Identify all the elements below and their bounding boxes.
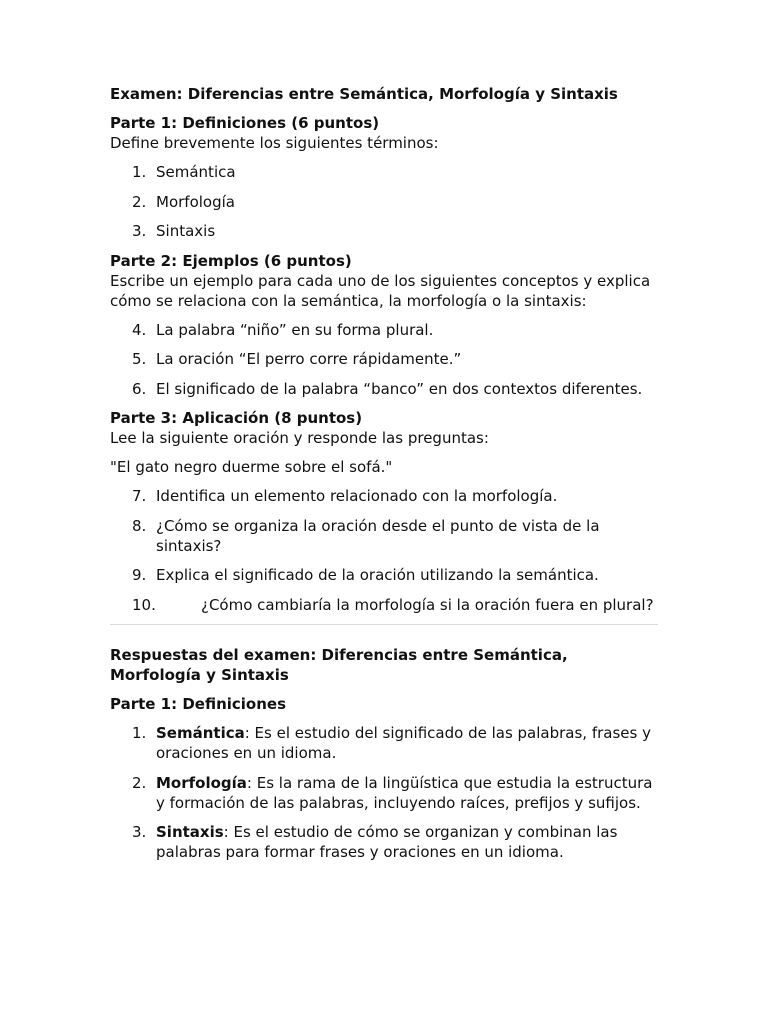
- item-number: 8.: [132, 516, 147, 535]
- answer-definition: : Es la rama de la lingüística que estudia la estructura y formación de las palabras, incluyendo raíces, prefijos y sufijos.: [156, 773, 653, 812]
- list-item: [110, 822, 660, 862]
- item-number: 9.: [132, 566, 147, 584]
- list-item: [110, 162, 660, 182]
- item-number: 6.: [132, 379, 147, 398]
- part-1-heading: Parte 1: Definiciones (6 puntos): [110, 114, 380, 132]
- item-number: 2.: [132, 773, 147, 792]
- answer-text: [156, 773, 660, 813]
- answer-definition: : Es el estudio del significado de las palabras, frases y oraciones en un idioma.: [156, 724, 651, 762]
- part-3-section: [110, 408, 660, 615]
- section-divider: [110, 624, 658, 625]
- exam-title: Examen: Diferencias entre Semántica, Morfología y Sintaxis: [110, 85, 618, 103]
- item-number: 2.: [132, 192, 147, 211]
- list-item: [110, 320, 660, 340]
- item-number: 1.: [132, 163, 147, 181]
- item-text: ¿Cómo se organiza la oración desde el punto de vista de la sintaxis?: [156, 516, 600, 555]
- document-content: [110, 84, 660, 872]
- list-item: [110, 349, 660, 369]
- part-1-section: [110, 113, 660, 241]
- item-text: La oración “El perro corre rápidamente.”: [156, 350, 462, 368]
- part-2-intro: Escribe un ejemplo para cada uno de los siguientes conceptos y explica cómo se relaciona con la semántica, la morfología o la sintaxis:: [110, 271, 651, 310]
- item-number: 7.: [132, 487, 147, 505]
- answer-text: [156, 822, 660, 862]
- item-text: Semántica: [156, 163, 236, 181]
- item-number: 3.: [132, 823, 147, 841]
- list-item: [110, 723, 660, 763]
- answer-term: Morfología: [156, 773, 247, 792]
- answer-text: [156, 723, 660, 763]
- part-2-heading: Parte 2: Ejemplos (6 puntos): [110, 251, 352, 270]
- list-item: [110, 773, 660, 813]
- item-text: Identifica un elemento relacionado con la morfología.: [156, 487, 558, 505]
- part-2-list: [110, 320, 660, 399]
- item-text: El significado de la palabra “banco” en dos contextos diferentes.: [156, 379, 643, 398]
- item-text: ¿Cómo cambiaría la morfología si la oración fuera en plural?: [201, 595, 654, 614]
- item-text: Morfología: [156, 192, 235, 211]
- part-3-intro: Lee la siguiente oración y responde las preguntas:: [110, 429, 489, 447]
- answers-section: [110, 645, 660, 862]
- item-number: 10.: [132, 595, 156, 614]
- item-number: 4.: [132, 320, 147, 339]
- part-3-quote: "El gato negro duerme sobre el sofá.": [110, 458, 393, 476]
- answer-term: Semántica: [156, 724, 245, 742]
- part-1-intro: Define brevemente los siguientes términos:: [110, 134, 439, 152]
- part-3-list: [110, 486, 660, 615]
- list-item: [110, 379, 660, 399]
- answer-term: Sintaxis: [156, 823, 224, 841]
- list-item: [110, 595, 660, 615]
- item-text: La palabra “niño” en su forma plural.: [156, 320, 434, 339]
- answers-title: Respuestas del examen: Diferencias entre Semántica, Morfología y Sintaxis: [110, 646, 568, 684]
- list-item: [110, 221, 660, 241]
- item-text: Sintaxis: [156, 222, 216, 240]
- part-1-list: [110, 162, 660, 241]
- item-text: Explica el significado de la oración utilizando la semántica.: [156, 566, 599, 584]
- answers-list: [110, 723, 660, 862]
- part-2-section: [110, 251, 660, 399]
- list-item: [110, 192, 660, 212]
- answers-part-1-heading: Parte 1: Definiciones: [110, 695, 287, 713]
- part-3-heading: Parte 3: Aplicación (8 puntos): [110, 409, 363, 427]
- answer-definition: : Es el estudio de cómo se organizan y combinan las palabras para formar frases y oraciones en un idioma.: [156, 823, 618, 861]
- item-number: 5.: [132, 350, 147, 368]
- item-number: 1.: [132, 724, 147, 742]
- list-item: [110, 565, 660, 585]
- list-item: [110, 486, 660, 506]
- list-item: [110, 516, 660, 556]
- item-number: 3.: [132, 222, 147, 240]
